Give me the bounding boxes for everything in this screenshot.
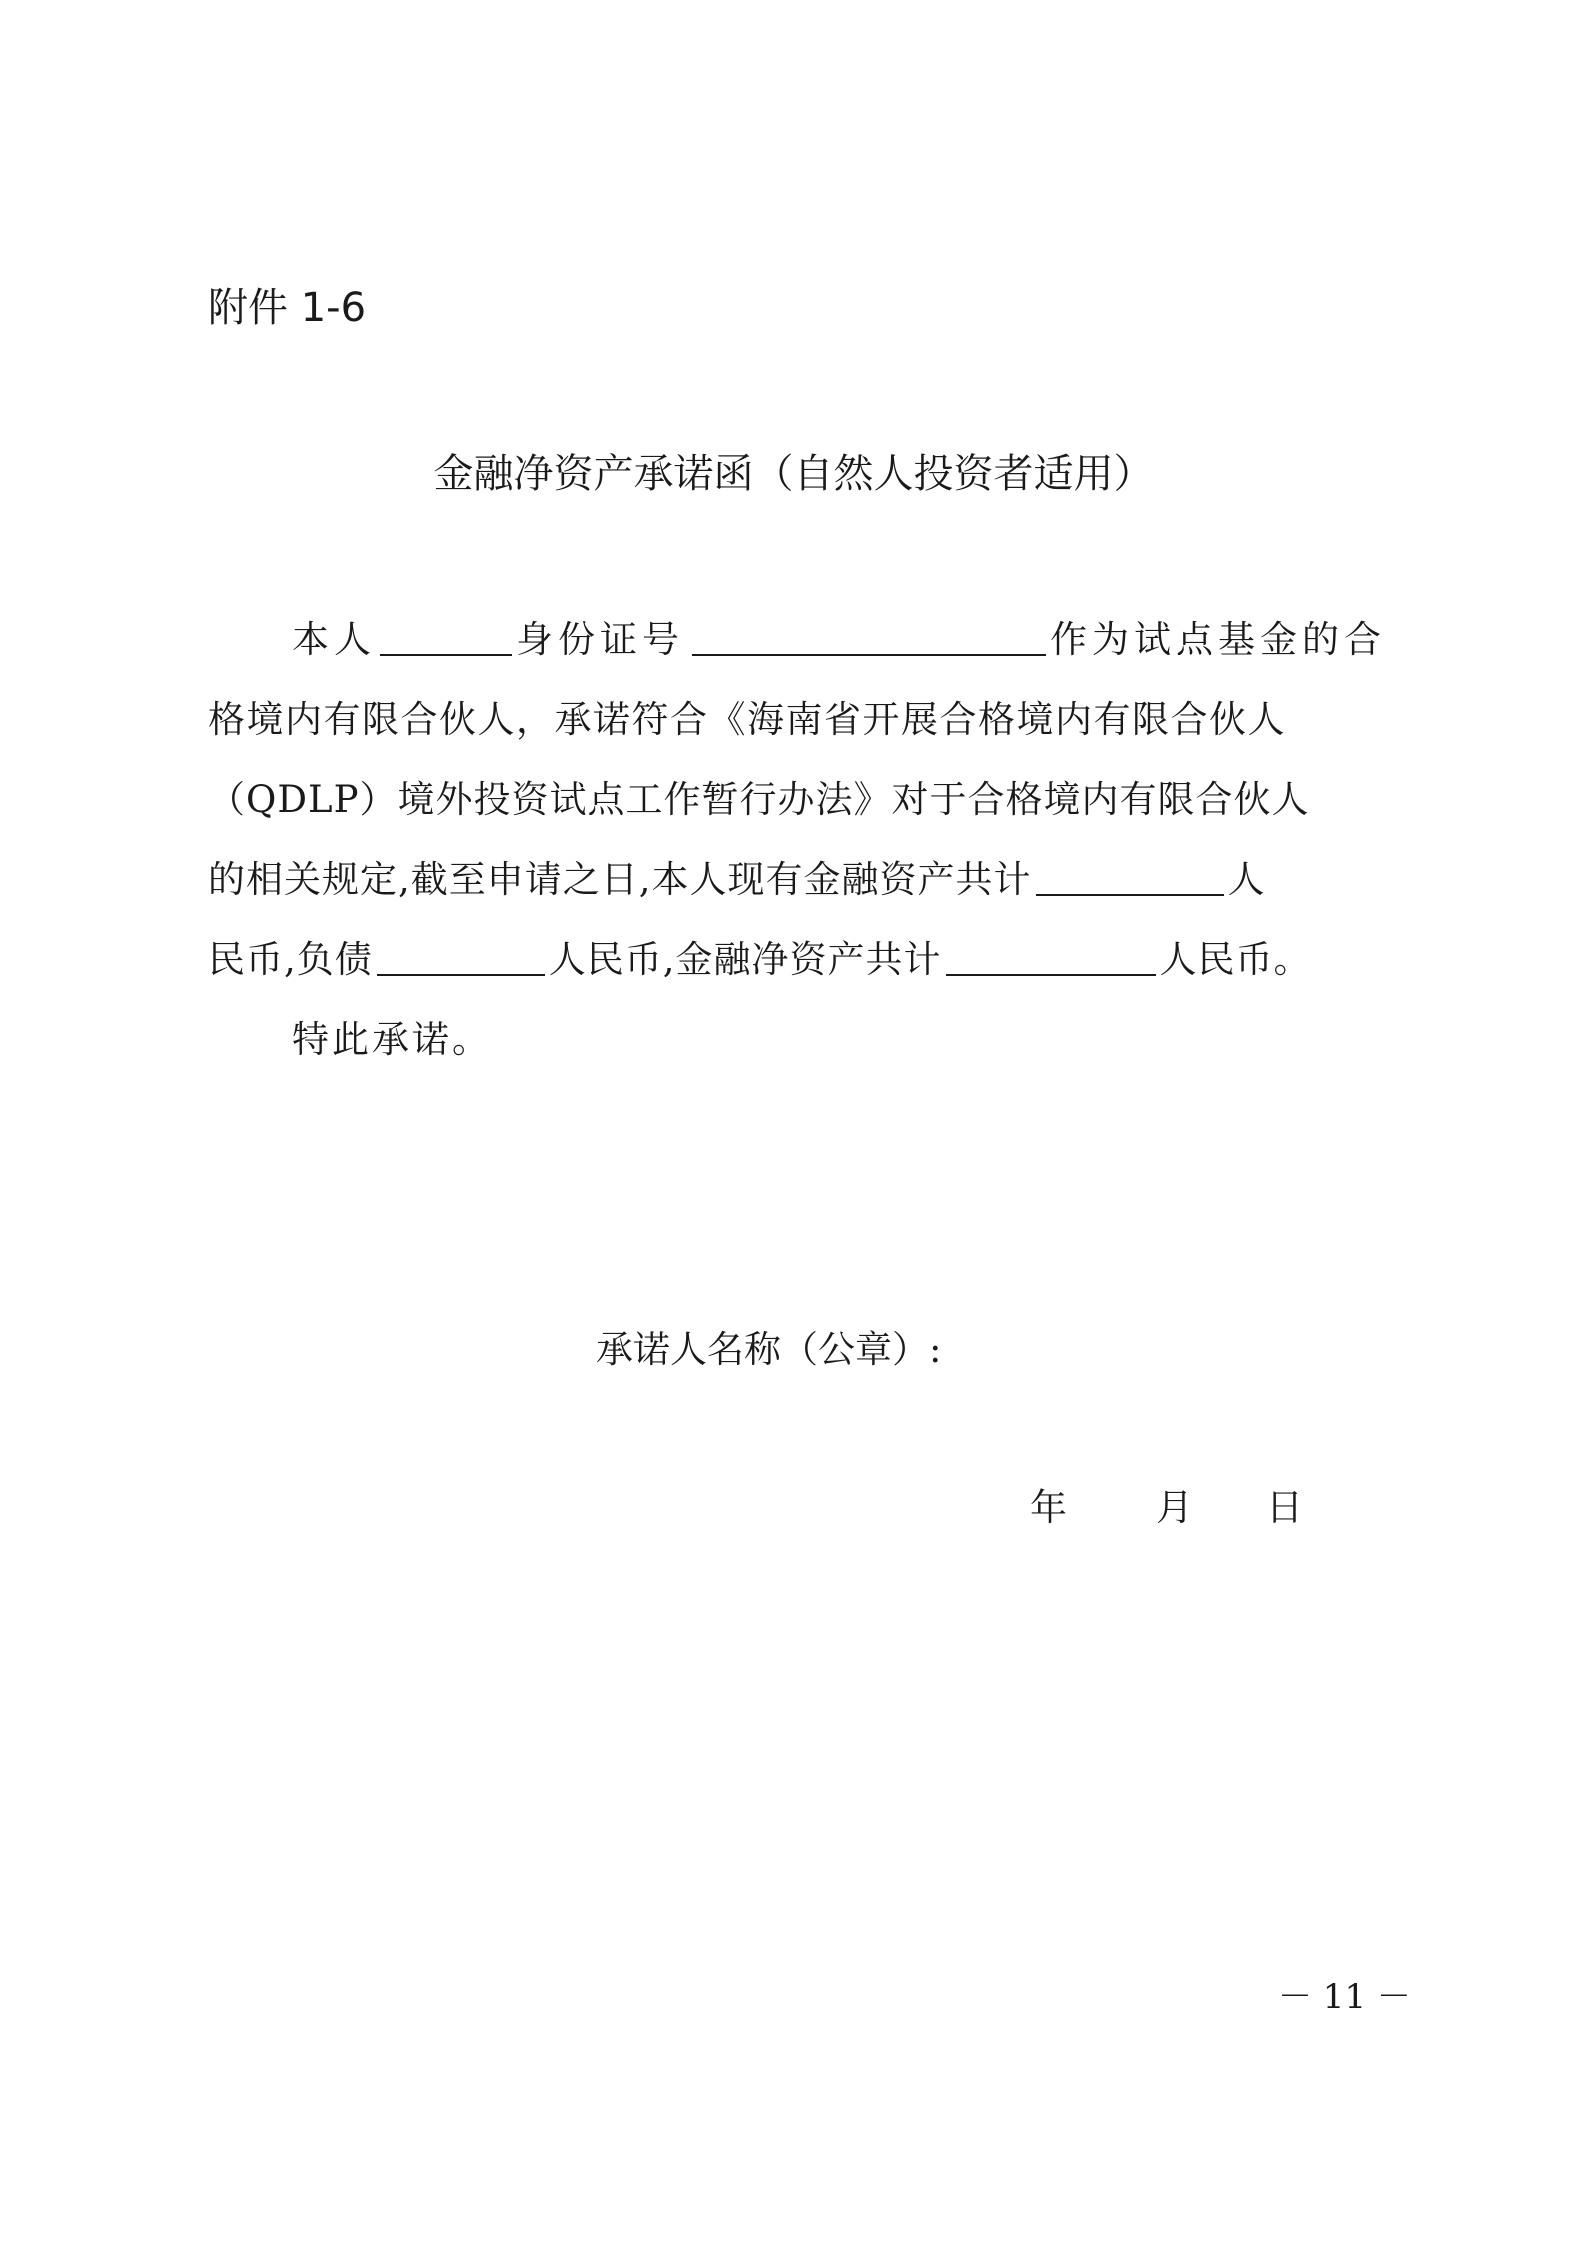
body-line-1-part-c: 作为试点基金的合: [1050, 618, 1386, 661]
date-month: 月: [1156, 1486, 1193, 1529]
body-line-5-part-b: 人民币,金融净资产共计: [548, 938, 942, 981]
body-line-3: （QDLP）境外投资试点工作暂行办法》对于合格境内有限合伙人: [208, 778, 1310, 821]
name-blank[interactable]: [380, 618, 512, 656]
body-line-5-part-c: 人民币。: [1159, 938, 1312, 981]
body-line-2: 格境内有限合伙人，承诺符合《海南省开展合格境内有限合伙人: [208, 698, 1286, 741]
body-line-4: [208, 852, 1266, 908]
body-line-4-part-a: 的相关规定,截至申请之日,本人现有金融资产共计: [208, 858, 1032, 901]
body-line-4-part-b: 人: [1227, 858, 1266, 901]
body-line-5: [208, 932, 1312, 988]
body-line-5-part-a: 民币,负债: [208, 938, 373, 981]
signature-label: 承诺人名称（公章）:: [596, 1328, 942, 1371]
net-financial-assets-blank[interactable]: [946, 938, 1156, 976]
body-line-1-part-b: 身份证号: [516, 618, 684, 661]
id-number-blank[interactable]: [692, 618, 1046, 656]
financial-assets-blank[interactable]: [1036, 858, 1224, 896]
body-line-6: 特此承诺。: [292, 1018, 492, 1061]
date-day: 日: [1266, 1486, 1303, 1529]
liabilities-blank[interactable]: [377, 938, 545, 976]
date-year: 年: [1030, 1486, 1067, 1529]
document-title: 金融净资产承诺函（自然人投资者适用）: [433, 451, 1154, 497]
page-number: － 11 －: [1278, 1977, 1411, 2017]
body-line-1: [292, 612, 1386, 668]
body-line-1-part-a: 本人: [292, 618, 376, 661]
attachment-label: 附件 1-6: [208, 285, 367, 331]
